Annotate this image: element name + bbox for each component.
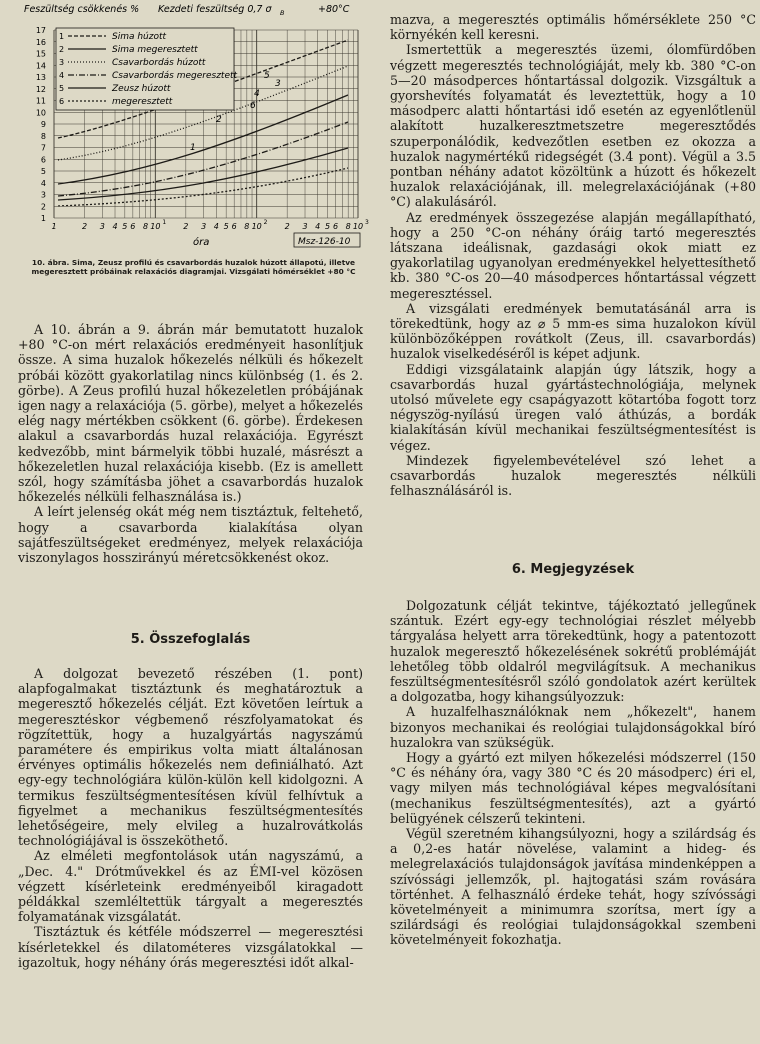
section-6-body bbox=[390, 598, 756, 948]
x-tick-label: 10 bbox=[251, 222, 262, 231]
relaxation-curve bbox=[58, 148, 348, 200]
right-paragraph-3: Az eredmények összegezése alapján megállapítható, hogy a 250 °C-on néhány óráig tartó megeresztés látszana ideálisnak, gazdasági okok miatt ez gyakorlatilag ugyanolyan eredményekkel helyettesíthető kb. 380 °C-os 20—40 másodperces hőntartással végzett megeresztéssel. bbox=[390, 209, 756, 301]
axis-top-left-label: Feszültség csökkenés % bbox=[24, 4, 140, 15]
x-tick-label: 5 bbox=[324, 222, 331, 231]
x-tick-label: 6 bbox=[332, 222, 339, 231]
x-tick-label: 8 bbox=[142, 222, 149, 231]
section-5-body bbox=[18, 666, 363, 970]
y-tick-label: 6 bbox=[40, 155, 46, 165]
section-6-paragraph-2: A huzalfelhasználóknak nem „hőkezelt", hanem bizonyos mechanikai és reológiai tulajdonságokkal bíró huzalokra van szükségük. bbox=[390, 704, 756, 750]
x-tick-label: 3 bbox=[302, 222, 308, 231]
y-tick-label: 2 bbox=[40, 202, 46, 212]
right-paragraph-2: Ismertettük a megeresztés üzemi, ólomfürdőben végzett megeresztés technológiáját, mely kb. 380 °C-on 5—20 másodperces hőntartással dolgozik. Vizsgáltuk a gyorshevítés folyamatát és leveztettük, hogy a 10 másodperc alatti hőntartási idő esetén az egyenlőtlenül alakított huzalkeresztmetszetre megeresztődés szuperponálódik, kedvezőtlen esetben ez okozza a huzalok nagymértékű ridegségét (3.4 pont). Végül a 3.5 pontban néhány adatot közöltünk a húzott és hőkezelt huzalok relaxációjának, ill. melegrelaxációjának (+80 °C) alakulásáról. bbox=[390, 42, 756, 210]
x-tick-label: 4 bbox=[112, 222, 118, 231]
legend-number: 5 bbox=[59, 84, 65, 93]
caption-label: 10. ábra. bbox=[31, 258, 70, 267]
x-tick-labels bbox=[51, 219, 369, 231]
section-6-paragraph-4: Végül szeretném kihangsúlyozni, hogy a szilárdság és a 0,2-es határ növelése, valamint a hideg- és melegrelaxációs tulajdonságok javítása mindenképpen a szívóssági jellemzők, pl. hajtogatási szám rovására történhet. A felhasználó érdeke tehát, hogy szívóssági követelményeit a minimumra szorítsa, mert így a szilárdsági és reológiai tulajdonságokkal szembeni követelményeit fokozhatja. bbox=[390, 826, 756, 948]
x-tick-label: 3 bbox=[99, 222, 105, 231]
legend-number: 1 bbox=[59, 32, 65, 41]
x-tick-label: 2 bbox=[183, 222, 189, 231]
x-tick-label: 6 bbox=[231, 222, 237, 231]
y-tick-label: 7 bbox=[40, 143, 46, 153]
curve-number-label: 2 bbox=[216, 115, 222, 125]
x-axis-label: óra bbox=[193, 237, 210, 248]
stamp-label: Msz-126-10 bbox=[298, 237, 351, 247]
caption-text: Sima, Zeusz profilú és csavarbordás huzalok húzott állapotú, illetve megeresztett próbáinak relaxációs diagramjai. Vizsgálati hőmérséklet +80 °C bbox=[31, 258, 356, 276]
legend bbox=[56, 28, 238, 110]
y-tick-label: 8 bbox=[40, 131, 46, 141]
y-tick-label: 15 bbox=[35, 49, 46, 59]
x-tick-label: 10 bbox=[150, 222, 161, 231]
legend-label: megeresztett bbox=[112, 97, 173, 107]
x-tick-label: 8 bbox=[244, 222, 250, 231]
y-tick-label: 16 bbox=[35, 37, 46, 47]
y-tick-label: 9 bbox=[40, 120, 46, 129]
x-tick-label: 2 bbox=[284, 222, 290, 231]
left-paragraph-2: A leírt jelenség okát még nem tisztáztuk, feltehető, hogy a csavarborda kialakítása olyan sajátfeszültségeket eredményez, melyek relaxációja viszonylagos hosszirányú méretcsökkenést okoz. bbox=[18, 504, 363, 566]
section-6-title: 6. Megjegyzések bbox=[511, 562, 635, 577]
right-paragraph-4: A vizsgálati eredmények bemutatásánál arra is törekedtünk, hogy az ⌀ 5 mm-es sima huzalokon kívül különbözőképpen rovátkolt (Zeus, ill. csavarbordás) huzalok viselkedéséről is képet adjunk. bbox=[390, 300, 756, 362]
section-5-paragraph-2: Az elméleti megfontolások után nagyszámú, a „Dec. 4." Drótművekkel és az ÉMI-vel közösen végzett kísérleteink eredményeiből kiragadott példákkal szemléltettük tárgyalt a megeresztés folyamatának vizsgálatát. bbox=[18, 848, 363, 925]
legend-label: Csavarbordás megeresztett bbox=[112, 71, 238, 81]
x-tick-label: 10 bbox=[352, 222, 364, 231]
legend-number: 3 bbox=[59, 58, 65, 67]
curve-number-label: 1 bbox=[190, 143, 196, 153]
axis-top-sub-label: B bbox=[280, 9, 285, 17]
y-tick-label: 17 bbox=[35, 26, 46, 35]
left-text-block bbox=[18, 322, 363, 565]
y-tick-label: 3 bbox=[40, 190, 46, 200]
relaxation-diagram bbox=[18, 0, 369, 258]
curve-number-label: 4 bbox=[254, 89, 260, 99]
axis-top-mid-label: Kezdeti feszültség 0,7 σ bbox=[158, 4, 272, 15]
right-text-block bbox=[390, 12, 756, 499]
right-paragraph-5: Eddigi vizsgálataink alapján úgy látszik, hogy a csavarbordás huzal gyártástechnológiája, melynek utolsó művelete egy csapágyazott kötartóba fogott torz négyszög-nyílású üregen való áthúzás, a bordák kialakításán kívül mechanikai feszültségmentesítést is végez. bbox=[390, 361, 756, 453]
x-tick-exponent: 2 bbox=[263, 219, 268, 226]
y-tick-label: 5 bbox=[40, 167, 46, 176]
y-tick-labels bbox=[36, 26, 46, 223]
x-tick-exponent: 1 bbox=[162, 219, 167, 226]
y-tick-label: 4 bbox=[40, 178, 46, 188]
axis-top-right-label: +80°C bbox=[318, 4, 350, 15]
figure-10 bbox=[18, 0, 369, 300]
left-paragraph-1: A 10. ábrán a 9. ábrán már bemutatott huzalok +80 °C-on mért relaxációs eredményeit hasonlítjuk össze. A sima huzalok hőkezelés nélküli és hőkezelt próbái között gyakorlatilag nincs különbség (1. és 2. görbe). A Zeus profilú huzal hőkezeletlen próbájának igen nagy a relaxációja (5. görbe), melyet a hőkezelés elég nagy mértékben csökkent (6. görbe). Érdekesen alakul a csavarbordás huzal relaxációja. Egyrészt kedvezőbb, mint bármelyik többi huzalé, másrészt a hőkezeletlen huzal relaxációja kisebb. (Ez is amellett szól, hogy számításba jöhet a csavarbordás huzalok hőkezelés nélküli felhasználása is.) bbox=[18, 322, 363, 505]
x-tick-label: 5 bbox=[223, 222, 229, 231]
x-tick-label: 5 bbox=[122, 222, 128, 231]
x-tick-label: 4 bbox=[315, 222, 321, 231]
section-6-paragraph-3: Hogy a gyártó ezt milyen hőkezelési módszerrel (150 °C és néhány óra, vagy 380 °C és 20 másodperc) éri el, vagy milyen más technológiával képes megvalósítani (mechanikus feszültségmentesítés), azt a gyártó belügyének célszerű tekinteni. bbox=[390, 750, 756, 826]
legend-label: Sima megeresztett bbox=[112, 45, 198, 55]
y-tick-label: 11 bbox=[35, 96, 46, 106]
x-tick-label: 6 bbox=[130, 222, 136, 231]
section-5-title: 5. Összefoglalás bbox=[130, 632, 251, 647]
x-tick-label: 4 bbox=[213, 222, 219, 231]
section-6-paragraph-1: Dolgozatunk célját tekintve, tájékoztató jellegűnek szántuk. Ezért egy-egy technológiai részlet mélyebb tárgyalása helyett arra törekedtünk, hogy a patentozott huzalok megeresztő hőkezelésének sokrétű problémáját lehetőleg több oldalról megvilágítsuk. A mechanikus feszültségmentesítésről szóló gondolatok azért kerültek a dolgozatba, hogy kihangsúlyozzuk: bbox=[390, 598, 756, 705]
x-tick-label: 3 bbox=[201, 222, 207, 231]
x-tick-label: 1 bbox=[51, 222, 57, 231]
legend-number: 2 bbox=[59, 45, 65, 54]
x-tick-label: 2 bbox=[81, 222, 88, 231]
legend-number: 4 bbox=[59, 71, 65, 80]
curve-number-label: 3 bbox=[275, 79, 281, 89]
y-tick-label: 14 bbox=[35, 61, 46, 71]
legend-number: 6 bbox=[59, 97, 65, 106]
curve-number-label: 5 bbox=[264, 71, 270, 81]
x-tick-exponent: 3 bbox=[365, 219, 369, 226]
section-5-paragraph-1: A dolgozat bevezető részében (1. pont) alapfogalmakat tisztáztunk és meghatároztuk a megeresztő hőkezelés célját. Ezt követően leírtuk a megeresztéskor végbemenő részfolyamatokat és rögzítettük, hogy a huzalgyártás nagyszámú paramétere és empirikus volta miatt általánosan érvényes optimális hőkezelés nem definiálható. Azt egy-egy technológiára külön-külön kell kidolgozni. A termikus feszültségmentesítésen kívül felhívtuk a figyelmet a mechanikus feszültségmentesítés lehetőségeire, mely elvileg a huzalrovátkolás technológiájával is összeköthető. bbox=[18, 666, 363, 849]
y-tick-label: 12 bbox=[35, 84, 46, 94]
legend-label: Csavarbordás húzott bbox=[112, 58, 206, 68]
right-paragraph-1: mazva, a megeresztés optimális hőmérséklete 250 °C környékén kell keresni. bbox=[390, 12, 756, 43]
curve-number-label: 6 bbox=[250, 101, 256, 111]
y-tick-label: 13 bbox=[35, 73, 46, 82]
legend-label: Zeusz húzott bbox=[112, 84, 171, 94]
relaxation-curve bbox=[58, 168, 348, 206]
section-5-paragraph-3: Tisztáztuk és kétféle módszerrel — megeresztési kísérletekkel és dilatométeres vizsgálatokkal — igazoltuk, hogy néhány órás megeresztési időt alkal- bbox=[18, 924, 363, 970]
y-tick-label: 1 bbox=[40, 214, 46, 223]
y-tick-label: 10 bbox=[35, 108, 46, 118]
right-paragraph-6: Mindezek figyelembevételével szó lehet a csavarbordás huzalok megeresztés nélküli felhasználásáról is. bbox=[390, 452, 756, 499]
legend-label: Sima húzott bbox=[112, 32, 167, 42]
figure-caption bbox=[26, 258, 361, 276]
x-tick-label: 8 bbox=[345, 222, 351, 231]
